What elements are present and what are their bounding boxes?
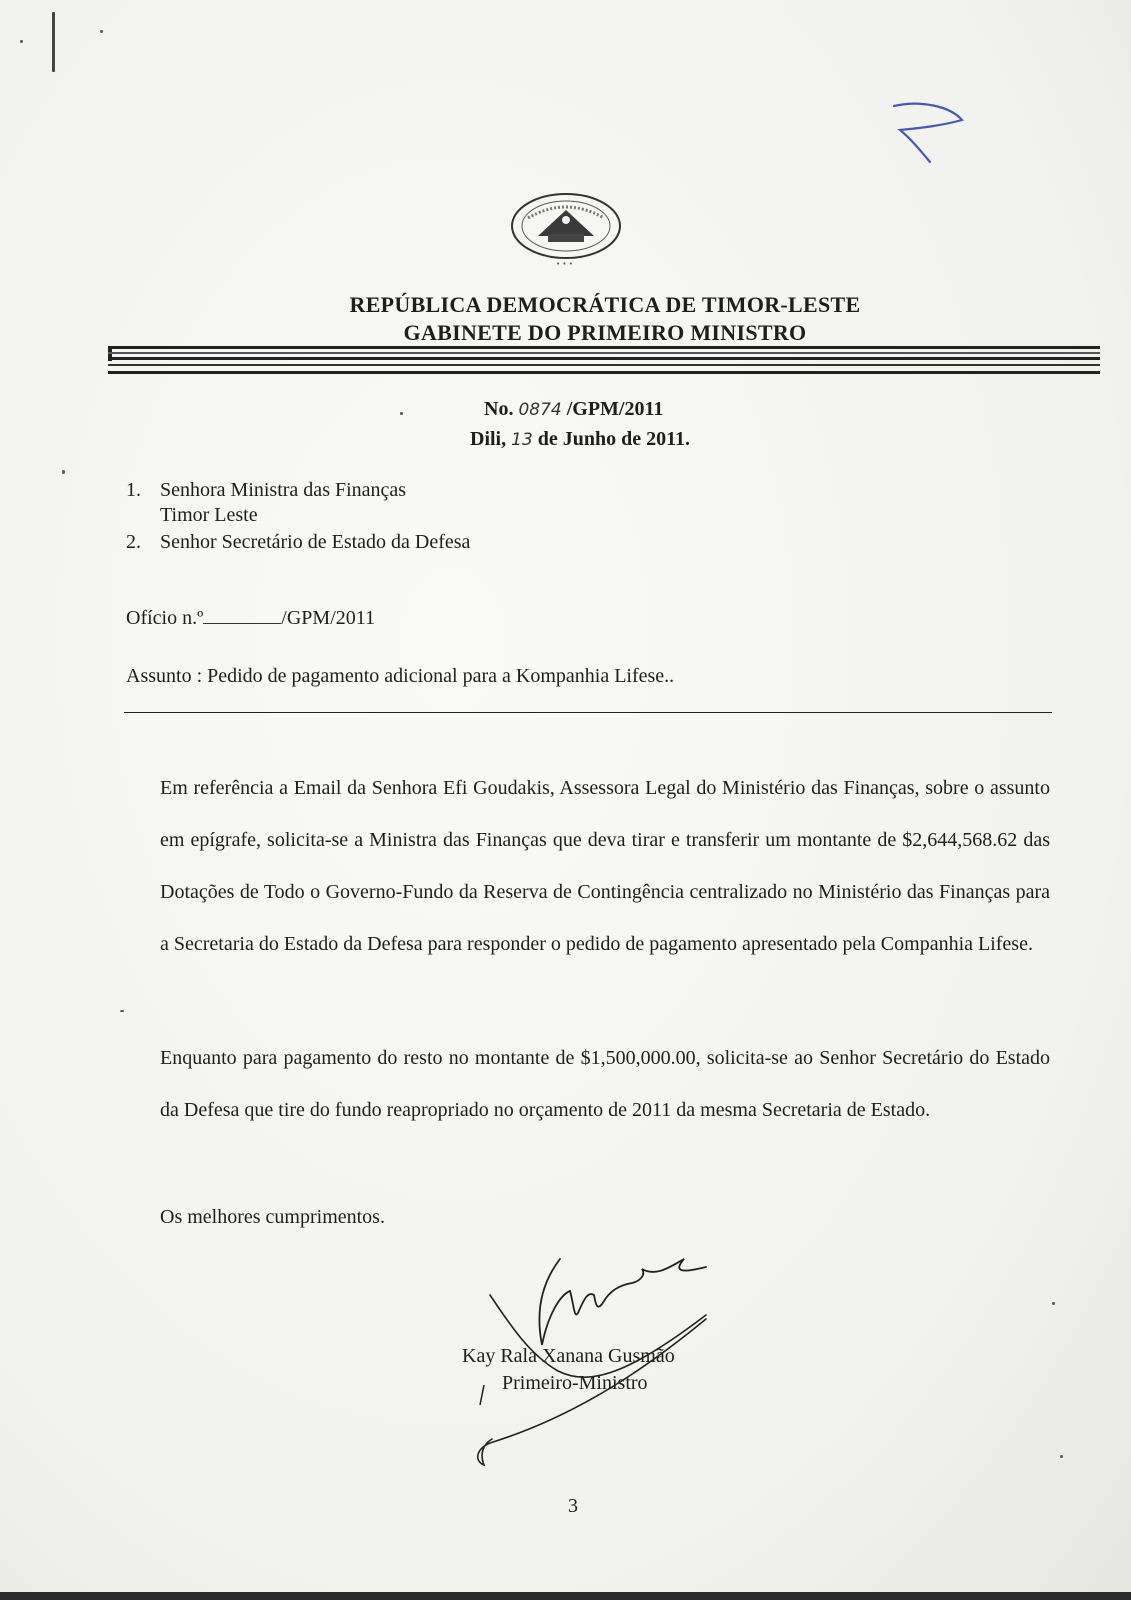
subject-separator — [124, 712, 1052, 713]
subject-line: Assunto : Pedido de pagamento adicional para a Kompanhia Lifese.. — [126, 665, 675, 687]
handwritten-signature-icon — [470, 1255, 740, 1470]
body-paragraph-1: Em referência a Email da Senhora Efi Goudakis, Assessora Legal do Ministério das Finanças, sobre o assunto em epígrafe, solicita-se a Ministra das Finanças que deva tirar e transferir um montante de $2,644,568.62 das Dotações de Todo o Governo-Fundo da Reserva de Contingência centralizado no Ministério das Finanças para a Secretaria do Estado da Defesa para responder o pedido de pagamento apresentado pela Companhia Lifese. — [160, 777, 1050, 955]
scan-speck — [100, 30, 103, 33]
reference-date-handwritten: 13 — [511, 430, 533, 450]
reference-date: Dili, 13 de Junho de 2011. — [470, 428, 691, 450]
scan-speck — [20, 40, 23, 43]
oficio-number-blank — [203, 607, 281, 624]
scan-speck — [52, 12, 55, 72]
recipient-1-line2: Timor Leste — [160, 504, 258, 526]
recipient-2: 2. Senhor Secretário de Estado da Defesa — [126, 531, 471, 553]
scan-speck — [62, 470, 65, 474]
scan-speck — [1052, 1302, 1055, 1305]
closing-salutation: Os melhores cumprimentos. — [160, 1206, 385, 1228]
timor-leste-seal-icon — [508, 190, 628, 270]
letterhead-office: GABINETE DO PRIMEIRO MINISTRO — [403, 320, 807, 345]
svg-text:• • •: • • • — [556, 260, 573, 268]
page-number: 3 — [568, 1495, 578, 1517]
signatory-title: Primeiro-Ministro — [502, 1372, 648, 1394]
reference-number-handwritten: 0874 — [518, 400, 562, 420]
scan-speck — [1060, 1455, 1063, 1458]
letterhead-double-rule — [108, 346, 1100, 376]
letterhead-country: REPÚBLICA DEMOCRÁTICA DE TIMOR-LESTE — [349, 292, 861, 317]
scan-speck — [120, 1010, 124, 1012]
body-paragraph-2: Enquanto para pagamento do resto no montante de $1,500,000.00, solicita-se ao Senhor Secretário do Estado da Defesa que tire do fundo reapropriado no orçamento de 2011 da mesma Secretaria de Estado. — [160, 1047, 1050, 1121]
signatory-name: Kay Rala Xanana Gusmão — [462, 1345, 675, 1367]
scan-bottom-edge — [0, 1592, 1131, 1600]
oficio-number-line: Ofício n.º /GPM/2011 — [126, 607, 376, 629]
page-mark-handwritten — [890, 98, 970, 168]
scan-speck — [400, 412, 403, 415]
reference-number: No. 0874 /GPM/2011 — [484, 398, 664, 420]
recipient-1: 1. Senhora Ministra das Finanças — [126, 479, 407, 501]
